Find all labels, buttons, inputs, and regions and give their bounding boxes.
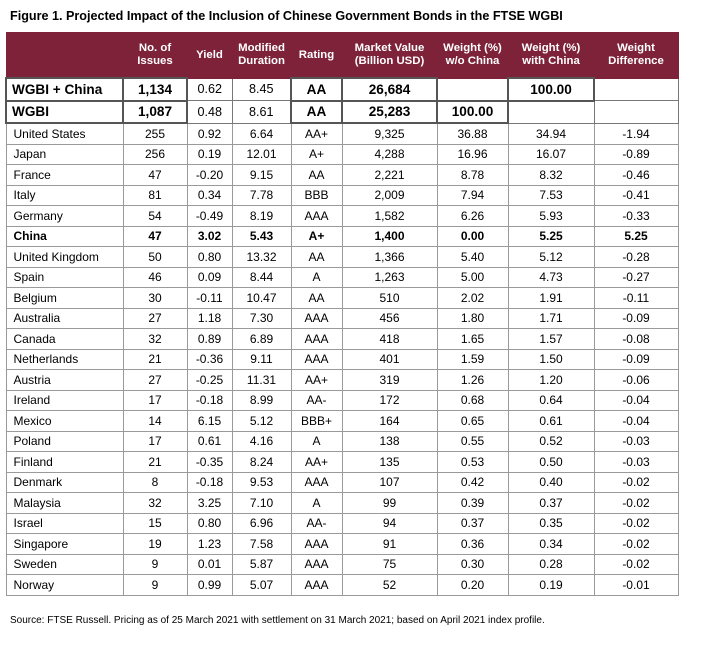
weight-without-china-cell: 0.36 (437, 534, 508, 555)
duration-cell: 4.16 (232, 431, 291, 452)
market-value-cell: 138 (342, 431, 437, 452)
aggregate-row-wgbi (6, 101, 678, 124)
weight-difference-cell: -0.09 (594, 349, 678, 370)
country-name: Japan (6, 144, 123, 165)
table-row (6, 390, 678, 411)
issues-cell: 47 (123, 226, 187, 247)
weight-with-china-cell: 7.53 (508, 185, 594, 206)
weight-difference-cell: -0.41 (594, 185, 678, 206)
source-note: Source: FTSE Russell. Pricing as of 25 March 2021 with settlement on 31 March 2021; based on April 2021 index profile. (10, 615, 545, 626)
market-value-cell: 172 (342, 390, 437, 411)
yield-cell: 0.99 (187, 575, 232, 596)
issues-cell: 14 (123, 411, 187, 432)
aggregate-row-wgbi-plus-china (6, 78, 678, 101)
rating-cell: AAA (291, 554, 342, 575)
issues-cell: 30 (123, 288, 187, 309)
weight-difference-cell: -0.03 (594, 452, 678, 473)
issues-cell: 8 (123, 472, 187, 493)
rating-cell: A (291, 431, 342, 452)
aggregate-weight-with-china: 100.00 (508, 78, 594, 101)
rating-cell: AAA (291, 329, 342, 350)
issues-cell: 17 (123, 431, 187, 452)
issues-cell: 81 (123, 185, 187, 206)
market-value-cell: 2,009 (342, 185, 437, 206)
rating-cell: AAA (291, 308, 342, 329)
yield-cell: -0.18 (187, 472, 232, 493)
issues-cell: 27 (123, 370, 187, 391)
weight-without-china-cell: 0.00 (437, 226, 508, 247)
country-name: Netherlands (6, 349, 123, 370)
duration-cell: 8.19 (232, 206, 291, 227)
table-row (6, 144, 678, 165)
issues-cell: 32 (123, 329, 187, 350)
table-row (6, 206, 678, 227)
country-rows (6, 123, 678, 595)
country-name: United Kingdom (6, 247, 123, 268)
issues-cell: 32 (123, 493, 187, 514)
yield-cell: 0.01 (187, 554, 232, 575)
market-value-cell: 9,325 (342, 123, 437, 144)
table-row (6, 370, 678, 391)
table-row (6, 431, 678, 452)
header-market-value: Market Value (Billion USD) (342, 33, 437, 79)
weight-without-china-cell: 7.94 (437, 185, 508, 206)
country-name: Finland (6, 452, 123, 473)
market-value-cell: 2,221 (342, 165, 437, 186)
yield-cell: -0.20 (187, 165, 232, 186)
weight-difference-cell: -0.02 (594, 554, 678, 575)
weight-difference-cell: -0.46 (594, 165, 678, 186)
rating-cell: AA- (291, 390, 342, 411)
weight-without-china-cell: 0.65 (437, 411, 508, 432)
weight-with-china-cell: 0.61 (508, 411, 594, 432)
aggregate-name: WGBI + China (6, 78, 123, 101)
duration-cell: 9.11 (232, 349, 291, 370)
weight-difference-cell: -0.06 (594, 370, 678, 391)
weight-with-china-cell: 1.20 (508, 370, 594, 391)
table-row (6, 123, 678, 144)
weight-with-china-cell: 1.57 (508, 329, 594, 350)
market-value-cell: 99 (342, 493, 437, 514)
aggregate-weight-without-china (437, 78, 508, 101)
rating-cell: AAA (291, 472, 342, 493)
header-country (6, 33, 123, 79)
country-name: Germany (6, 206, 123, 227)
market-value-cell: 52 (342, 575, 437, 596)
weight-without-china-cell: 1.59 (437, 349, 508, 370)
rating-cell: AAA (291, 206, 342, 227)
aggregate-weight-difference (594, 101, 678, 124)
country-name: Austria (6, 370, 123, 391)
weight-without-china-cell: 0.42 (437, 472, 508, 493)
yield-cell: 0.61 (187, 431, 232, 452)
weight-without-china-cell: 0.39 (437, 493, 508, 514)
wgbi-impact-table (5, 32, 679, 596)
header-weight-without-china: Weight (%) w/o China (437, 33, 508, 79)
market-value-cell: 1,263 (342, 267, 437, 288)
weight-difference-cell: -0.01 (594, 575, 678, 596)
country-name: Sweden (6, 554, 123, 575)
weight-without-china-cell: 0.55 (437, 431, 508, 452)
weight-without-china-cell: 0.53 (437, 452, 508, 473)
weight-with-china-cell: 8.32 (508, 165, 594, 186)
header-duration: Modified Duration (232, 33, 291, 79)
aggregate-market-value: 25,283 (342, 101, 437, 124)
weight-difference-cell: -0.11 (594, 288, 678, 309)
market-value-cell: 107 (342, 472, 437, 493)
country-name: Singapore (6, 534, 123, 555)
yield-cell: -0.35 (187, 452, 232, 473)
aggregate-issues: 1,134 (123, 78, 187, 101)
country-name: Belgium (6, 288, 123, 309)
country-name: Israel (6, 513, 123, 534)
weight-difference-cell: -0.02 (594, 472, 678, 493)
country-name: Denmark (6, 472, 123, 493)
rating-cell: A (291, 267, 342, 288)
weight-with-china-cell: 0.64 (508, 390, 594, 411)
duration-cell: 9.15 (232, 165, 291, 186)
rating-cell: AAA (291, 534, 342, 555)
aggregate-yield: 0.48 (187, 101, 232, 124)
table-row (6, 411, 678, 432)
weight-with-china-cell: 1.50 (508, 349, 594, 370)
weight-with-china-cell: 34.94 (508, 123, 594, 144)
duration-cell: 10.47 (232, 288, 291, 309)
rating-cell: AA (291, 288, 342, 309)
yield-cell: 0.89 (187, 329, 232, 350)
weight-difference-cell: -0.28 (594, 247, 678, 268)
rating-cell: AA (291, 247, 342, 268)
market-value-cell: 1,366 (342, 247, 437, 268)
weight-difference-cell: -0.27 (594, 267, 678, 288)
duration-cell: 11.31 (232, 370, 291, 391)
weight-with-china-cell: 0.28 (508, 554, 594, 575)
issues-cell: 15 (123, 513, 187, 534)
weight-with-china-cell: 0.52 (508, 431, 594, 452)
weight-with-china-cell: 5.12 (508, 247, 594, 268)
duration-cell: 6.89 (232, 329, 291, 350)
weight-difference-cell: 5.25 (594, 226, 678, 247)
weight-without-china-cell: 0.68 (437, 390, 508, 411)
country-name: Spain (6, 267, 123, 288)
yield-cell: 0.80 (187, 247, 232, 268)
figure-title: Figure 1. Projected Impact of the Inclusion of Chinese Government Bonds in the FTSE WGBI (10, 9, 563, 23)
market-value-cell: 456 (342, 308, 437, 329)
market-value-cell: 319 (342, 370, 437, 391)
rating-cell: AAA (291, 575, 342, 596)
market-value-cell: 510 (342, 288, 437, 309)
weight-without-china-cell: 2.02 (437, 288, 508, 309)
issues-cell: 54 (123, 206, 187, 227)
issues-cell: 9 (123, 575, 187, 596)
rating-cell: AA+ (291, 370, 342, 391)
aggregate-yield: 0.62 (187, 78, 232, 101)
rating-cell: A+ (291, 144, 342, 165)
duration-cell: 6.64 (232, 123, 291, 144)
issues-cell: 21 (123, 452, 187, 473)
country-name: China (6, 226, 123, 247)
table-row (6, 288, 678, 309)
weight-without-china-cell: 1.65 (437, 329, 508, 350)
aggregate-duration: 8.61 (232, 101, 291, 124)
table-row (6, 534, 678, 555)
table-row (6, 575, 678, 596)
market-value-cell: 164 (342, 411, 437, 432)
weight-with-china-cell: 5.25 (508, 226, 594, 247)
aggregate-issues: 1,087 (123, 101, 187, 124)
market-value-cell: 4,288 (342, 144, 437, 165)
rating-cell: AA- (291, 513, 342, 534)
aggregate-rating: AA (291, 78, 342, 101)
aggregate-weight-difference (594, 78, 678, 101)
header-yield: Yield (187, 33, 232, 79)
weight-without-china-cell: 0.37 (437, 513, 508, 534)
yield-cell: 1.18 (187, 308, 232, 329)
aggregate-name: WGBI (6, 101, 123, 124)
duration-cell: 9.53 (232, 472, 291, 493)
duration-cell: 8.44 (232, 267, 291, 288)
weight-without-china-cell: 6.26 (437, 206, 508, 227)
country-name: Malaysia (6, 493, 123, 514)
yield-cell: 0.19 (187, 144, 232, 165)
weight-difference-cell: -0.02 (594, 534, 678, 555)
duration-cell: 12.01 (232, 144, 291, 165)
weight-difference-cell: -0.33 (594, 206, 678, 227)
yield-cell: -0.49 (187, 206, 232, 227)
yield-cell: 0.34 (187, 185, 232, 206)
aggregate-rating: AA (291, 101, 342, 124)
weight-with-china-cell: 1.91 (508, 288, 594, 309)
yield-cell: -0.18 (187, 390, 232, 411)
weight-without-china-cell: 1.26 (437, 370, 508, 391)
table-row (6, 472, 678, 493)
rating-cell: AA+ (291, 452, 342, 473)
duration-cell: 8.24 (232, 452, 291, 473)
table-row (6, 513, 678, 534)
header-rating: Rating (291, 33, 342, 79)
weight-without-china-cell: 16.96 (437, 144, 508, 165)
duration-cell: 5.07 (232, 575, 291, 596)
issues-cell: 17 (123, 390, 187, 411)
table-row (6, 185, 678, 206)
weight-with-china-cell: 1.71 (508, 308, 594, 329)
header-row (6, 33, 678, 79)
header-weight-difference: Weight Difference (594, 33, 678, 79)
header-weight-with-china: Weight (%) with China (508, 33, 594, 79)
weight-difference-cell: -0.03 (594, 431, 678, 452)
aggregate-market-value: 26,684 (342, 78, 437, 101)
duration-cell: 5.43 (232, 226, 291, 247)
yield-cell: 3.25 (187, 493, 232, 514)
table-row (6, 329, 678, 350)
aggregate-weight-with-china (508, 101, 594, 124)
duration-cell: 7.78 (232, 185, 291, 206)
table-row (6, 226, 678, 247)
table-row (6, 308, 678, 329)
weight-with-china-cell: 0.40 (508, 472, 594, 493)
yield-cell: -0.25 (187, 370, 232, 391)
country-name: Australia (6, 308, 123, 329)
weight-with-china-cell: 0.50 (508, 452, 594, 473)
weight-with-china-cell: 0.19 (508, 575, 594, 596)
table-row (6, 554, 678, 575)
issues-cell: 255 (123, 123, 187, 144)
yield-cell: 1.23 (187, 534, 232, 555)
duration-cell: 7.58 (232, 534, 291, 555)
rating-cell: A+ (291, 226, 342, 247)
weight-difference-cell: -0.89 (594, 144, 678, 165)
rating-cell: BBB+ (291, 411, 342, 432)
aggregate-duration: 8.45 (232, 78, 291, 101)
weight-without-china-cell: 0.30 (437, 554, 508, 575)
rating-cell: AAA (291, 349, 342, 370)
yield-cell: -0.11 (187, 288, 232, 309)
weight-difference-cell: -0.09 (594, 308, 678, 329)
country-name: United States (6, 123, 123, 144)
weight-difference-cell: -0.04 (594, 390, 678, 411)
table-row (6, 452, 678, 473)
weight-without-china-cell: 1.80 (437, 308, 508, 329)
yield-cell: 3.02 (187, 226, 232, 247)
weight-without-china-cell: 36.88 (437, 123, 508, 144)
weight-without-china-cell: 5.00 (437, 267, 508, 288)
country-name: France (6, 165, 123, 186)
duration-cell: 5.12 (232, 411, 291, 432)
market-value-cell: 1,582 (342, 206, 437, 227)
table-row (6, 493, 678, 514)
rating-cell: AA+ (291, 123, 342, 144)
duration-cell: 8.99 (232, 390, 291, 411)
yield-cell: 0.80 (187, 513, 232, 534)
market-value-cell: 135 (342, 452, 437, 473)
duration-cell: 5.87 (232, 554, 291, 575)
weight-with-china-cell: 16.07 (508, 144, 594, 165)
market-value-cell: 94 (342, 513, 437, 534)
country-name: Ireland (6, 390, 123, 411)
duration-cell: 6.96 (232, 513, 291, 534)
yield-cell: 0.92 (187, 123, 232, 144)
yield-cell: -0.36 (187, 349, 232, 370)
weight-without-china-cell: 5.40 (437, 247, 508, 268)
issues-cell: 27 (123, 308, 187, 329)
weight-without-china-cell: 0.20 (437, 575, 508, 596)
weight-with-china-cell: 0.37 (508, 493, 594, 514)
market-value-cell: 1,400 (342, 226, 437, 247)
rating-cell: A (291, 493, 342, 514)
duration-cell: 13.32 (232, 247, 291, 268)
country-name: Norway (6, 575, 123, 596)
table-row (6, 247, 678, 268)
yield-cell: 6.15 (187, 411, 232, 432)
aggregate-weight-without-china: 100.00 (437, 101, 508, 124)
country-name: Poland (6, 431, 123, 452)
weight-difference-cell: -0.08 (594, 329, 678, 350)
issues-cell: 19 (123, 534, 187, 555)
weight-difference-cell: -0.04 (594, 411, 678, 432)
rating-cell: AA (291, 165, 342, 186)
weight-with-china-cell: 0.34 (508, 534, 594, 555)
issues-cell: 21 (123, 349, 187, 370)
issues-cell: 47 (123, 165, 187, 186)
rating-cell: BBB (291, 185, 342, 206)
header-issues: No. of Issues (123, 33, 187, 79)
issues-cell: 9 (123, 554, 187, 575)
country-name: Canada (6, 329, 123, 350)
yield-cell: 0.09 (187, 267, 232, 288)
issues-cell: 256 (123, 144, 187, 165)
issues-cell: 50 (123, 247, 187, 268)
duration-cell: 7.10 (232, 493, 291, 514)
weight-difference-cell: -1.94 (594, 123, 678, 144)
country-name: Italy (6, 185, 123, 206)
table-row (6, 165, 678, 186)
weight-with-china-cell: 0.35 (508, 513, 594, 534)
table-row (6, 349, 678, 370)
country-name: Mexico (6, 411, 123, 432)
weight-difference-cell: -0.02 (594, 513, 678, 534)
weight-difference-cell: -0.02 (594, 493, 678, 514)
weight-with-china-cell: 5.93 (508, 206, 594, 227)
weight-with-china-cell: 4.73 (508, 267, 594, 288)
table-row (6, 267, 678, 288)
market-value-cell: 75 (342, 554, 437, 575)
market-value-cell: 418 (342, 329, 437, 350)
duration-cell: 7.30 (232, 308, 291, 329)
market-value-cell: 91 (342, 534, 437, 555)
market-value-cell: 401 (342, 349, 437, 370)
issues-cell: 46 (123, 267, 187, 288)
weight-without-china-cell: 8.78 (437, 165, 508, 186)
